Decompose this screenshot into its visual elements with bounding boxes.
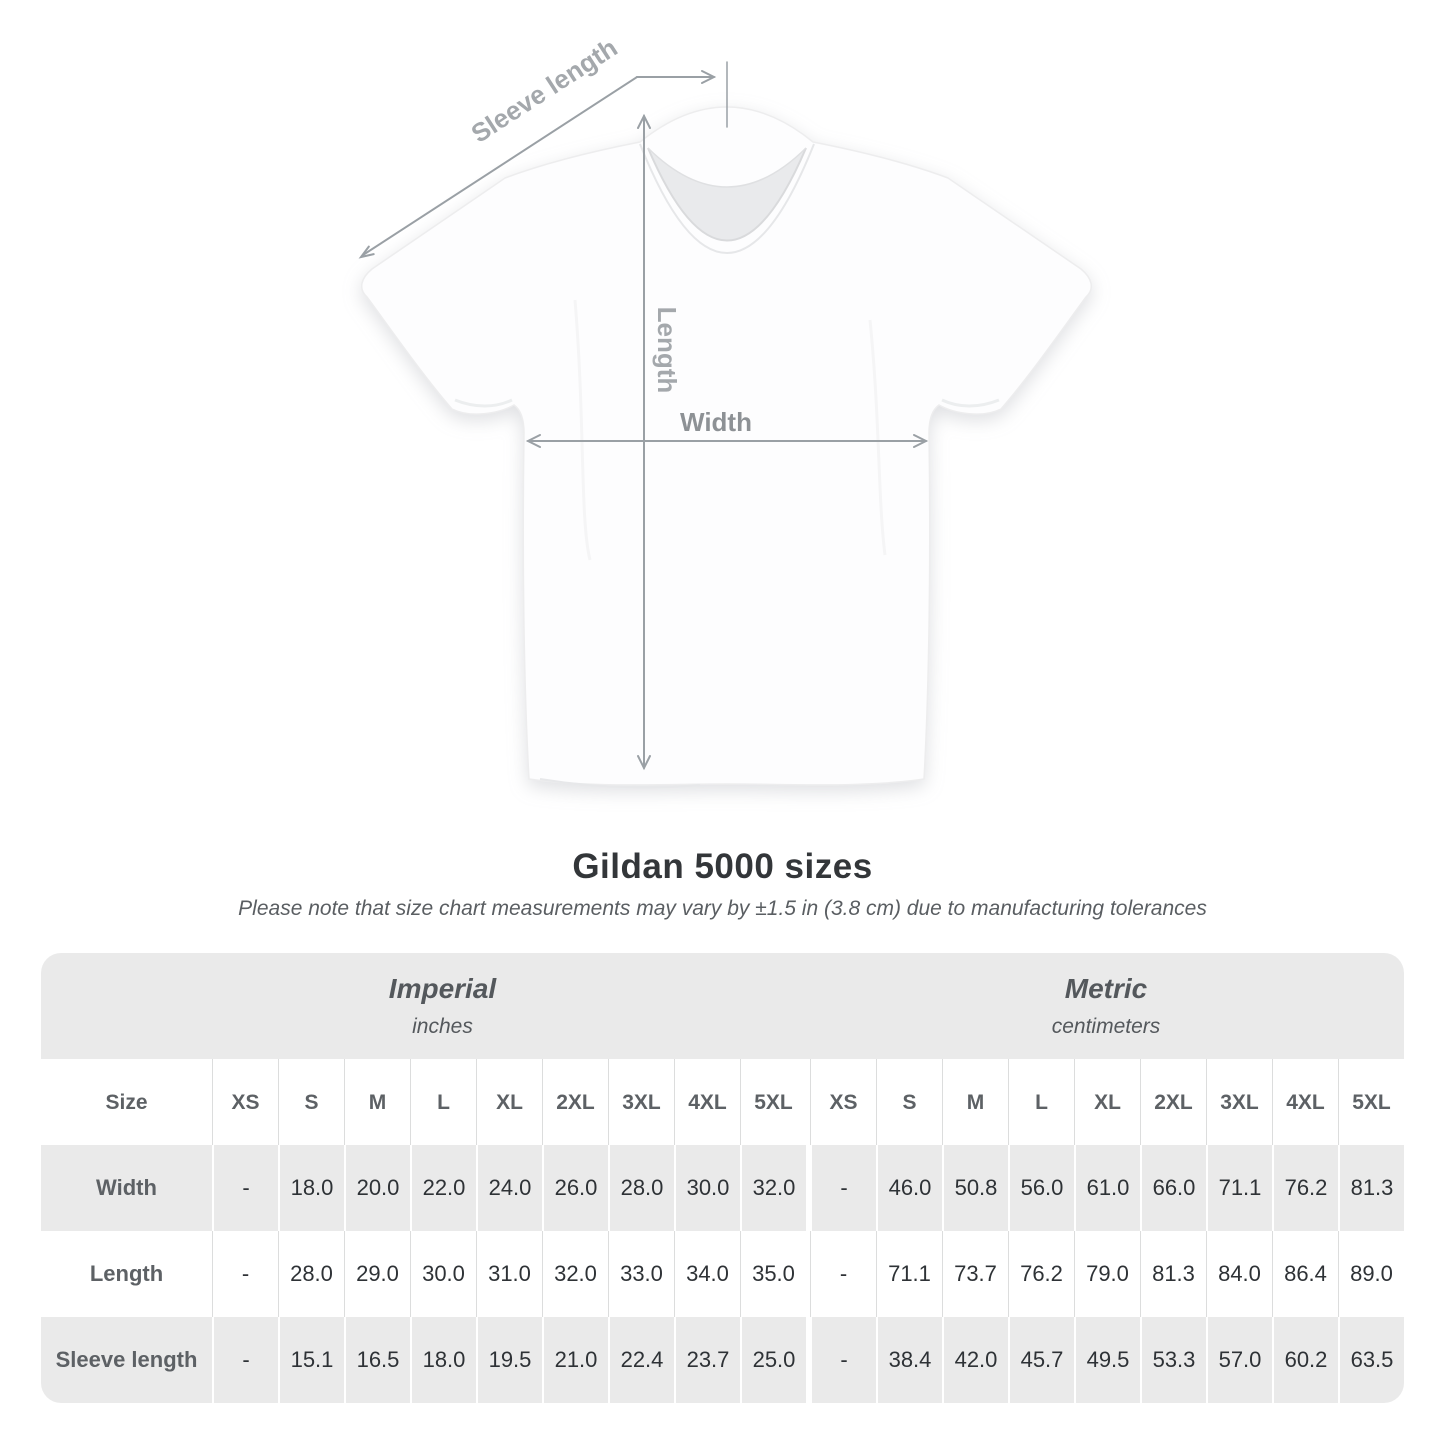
unit-band: [41, 953, 1404, 1059]
unit-group-metric-unit: centimeters: [1051, 1015, 1161, 1038]
value-length-imperial-2xl: 32.0: [542, 1231, 608, 1317]
value-length-imperial-3xl: 33.0: [608, 1231, 674, 1317]
size-header-metric-l: L: [1008, 1059, 1074, 1145]
size-column-header: Size: [41, 1059, 212, 1145]
value-width-metric-m: 50.8: [942, 1145, 1008, 1231]
value-width-metric-xs: -: [810, 1145, 876, 1231]
unit-group-metric: [808, 953, 1404, 1059]
value-length-imperial-5xl: 35.0: [740, 1231, 806, 1317]
value-width-metric-l: 56.0: [1008, 1145, 1074, 1231]
value-sleeve-length-imperial-4xl: 23.7: [674, 1317, 740, 1403]
value-length-imperial-xs: -: [212, 1231, 278, 1317]
value-sleeve-length-imperial-l: 18.0: [410, 1317, 476, 1403]
value-sleeve-length-metric-3xl: 57.0: [1206, 1317, 1272, 1403]
value-length-metric-m: 73.7: [942, 1231, 1008, 1317]
unit-group-imperial-name: Imperial: [388, 973, 497, 1004]
size-header-metric-3xl: 3XL: [1206, 1059, 1272, 1145]
size-header-metric-m: M: [942, 1059, 1008, 1145]
unit-group-imperial-unit: inches: [412, 1015, 473, 1038]
size-header-imperial-xs: XS: [212, 1059, 278, 1145]
value-width-metric-s: 46.0: [876, 1145, 942, 1231]
value-length-metric-l: 76.2: [1008, 1231, 1074, 1317]
title-block: [0, 847, 1445, 921]
size-header-imperial-l: L: [410, 1059, 476, 1145]
value-width-imperial-3xl: 28.0: [608, 1145, 674, 1231]
value-sleeve-length-imperial-2xl: 21.0: [542, 1317, 608, 1403]
value-sleeve-length-metric-5xl: 63.5: [1338, 1317, 1404, 1403]
value-length-imperial-m: 29.0: [344, 1231, 410, 1317]
value-length-metric-s: 71.1: [876, 1231, 942, 1317]
value-sleeve-length-metric-xl: 49.5: [1074, 1317, 1140, 1403]
value-sleeve-length-metric-xs: -: [810, 1317, 876, 1403]
value-sleeve-length-imperial-xl: 19.5: [476, 1317, 542, 1403]
value-length-metric-2xl: 81.3: [1140, 1231, 1206, 1317]
size-header-imperial-4xl: 4XL: [674, 1059, 740, 1145]
size-header-imperial-5xl: 5XL: [740, 1059, 806, 1145]
value-sleeve-length-metric-s: 38.4: [876, 1317, 942, 1403]
value-sleeve-length-metric-m: 42.0: [942, 1317, 1008, 1403]
row-label-width: Width: [41, 1145, 212, 1231]
value-length-metric-4xl: 86.4: [1272, 1231, 1338, 1317]
page-subtitle: Please note that size chart measurements may vary by ±1.5 in (3.8 cm) due to manufacturing tolerances: [238, 897, 1207, 920]
value-width-imperial-xs: -: [212, 1145, 278, 1231]
size-header-imperial-s: S: [278, 1059, 344, 1145]
unit-group-metric-name: Metric: [1064, 973, 1148, 1004]
size-header-metric-2xl: 2XL: [1140, 1059, 1206, 1145]
size-table: [41, 953, 1404, 1403]
value-width-metric-4xl: 76.2: [1272, 1145, 1338, 1231]
value-sleeve-length-imperial-s: 15.1: [278, 1317, 344, 1403]
value-length-imperial-xl: 31.0: [476, 1231, 542, 1317]
value-width-imperial-4xl: 30.0: [674, 1145, 740, 1231]
size-header-imperial-3xl: 3XL: [608, 1059, 674, 1145]
size-header-metric-xs: XS: [810, 1059, 876, 1145]
value-length-imperial-l: 30.0: [410, 1231, 476, 1317]
value-width-imperial-2xl: 26.0: [542, 1145, 608, 1231]
value-sleeve-length-metric-l: 45.7: [1008, 1317, 1074, 1403]
value-width-imperial-l: 22.0: [410, 1145, 476, 1231]
value-length-imperial-s: 28.0: [278, 1231, 344, 1317]
value-length-metric-xs: -: [810, 1231, 876, 1317]
value-length-metric-3xl: 84.0: [1206, 1231, 1272, 1317]
value-width-imperial-s: 18.0: [278, 1145, 344, 1231]
unit-group-imperial: [41, 953, 808, 1059]
value-width-imperial-xl: 24.0: [476, 1145, 542, 1231]
row-label-sleeve-length: Sleeve length: [41, 1317, 212, 1403]
width-label: Width: [680, 407, 752, 437]
value-sleeve-length-imperial-3xl: 22.4: [608, 1317, 674, 1403]
value-sleeve-length-metric-2xl: 53.3: [1140, 1317, 1206, 1403]
value-sleeve-length-imperial-m: 16.5: [344, 1317, 410, 1403]
value-length-imperial-4xl: 34.0: [674, 1231, 740, 1317]
value-length-metric-5xl: 89.0: [1338, 1231, 1404, 1317]
value-width-metric-2xl: 66.0: [1140, 1145, 1206, 1231]
value-sleeve-length-imperial-5xl: 25.0: [740, 1317, 806, 1403]
size-header-metric-5xl: 5XL: [1338, 1059, 1404, 1145]
size-table-grid: [41, 953, 1404, 1403]
value-sleeve-length-imperial-xs: -: [212, 1317, 278, 1403]
size-header-imperial-xl: XL: [476, 1059, 542, 1145]
size-header-imperial-m: M: [344, 1059, 410, 1145]
row-label-length: Length: [41, 1231, 212, 1317]
value-width-metric-3xl: 71.1: [1206, 1145, 1272, 1231]
page-title: Gildan 5000 sizes: [572, 847, 873, 886]
length-label: Length: [652, 306, 682, 394]
value-width-imperial-5xl: 32.0: [740, 1145, 806, 1231]
size-header-imperial-2xl: 2XL: [542, 1059, 608, 1145]
sleeve-length-label: Sleeve length: [465, 32, 623, 149]
size-header-metric-s: S: [876, 1059, 942, 1145]
size-header-metric-4xl: 4XL: [1272, 1059, 1338, 1145]
value-sleeve-length-metric-4xl: 60.2: [1272, 1317, 1338, 1403]
size-header-metric-xl: XL: [1074, 1059, 1140, 1145]
value-length-metric-xl: 79.0: [1074, 1231, 1140, 1317]
value-width-imperial-m: 20.0: [344, 1145, 410, 1231]
value-width-metric-5xl: 81.3: [1338, 1145, 1404, 1231]
value-width-metric-xl: 61.0: [1074, 1145, 1140, 1231]
